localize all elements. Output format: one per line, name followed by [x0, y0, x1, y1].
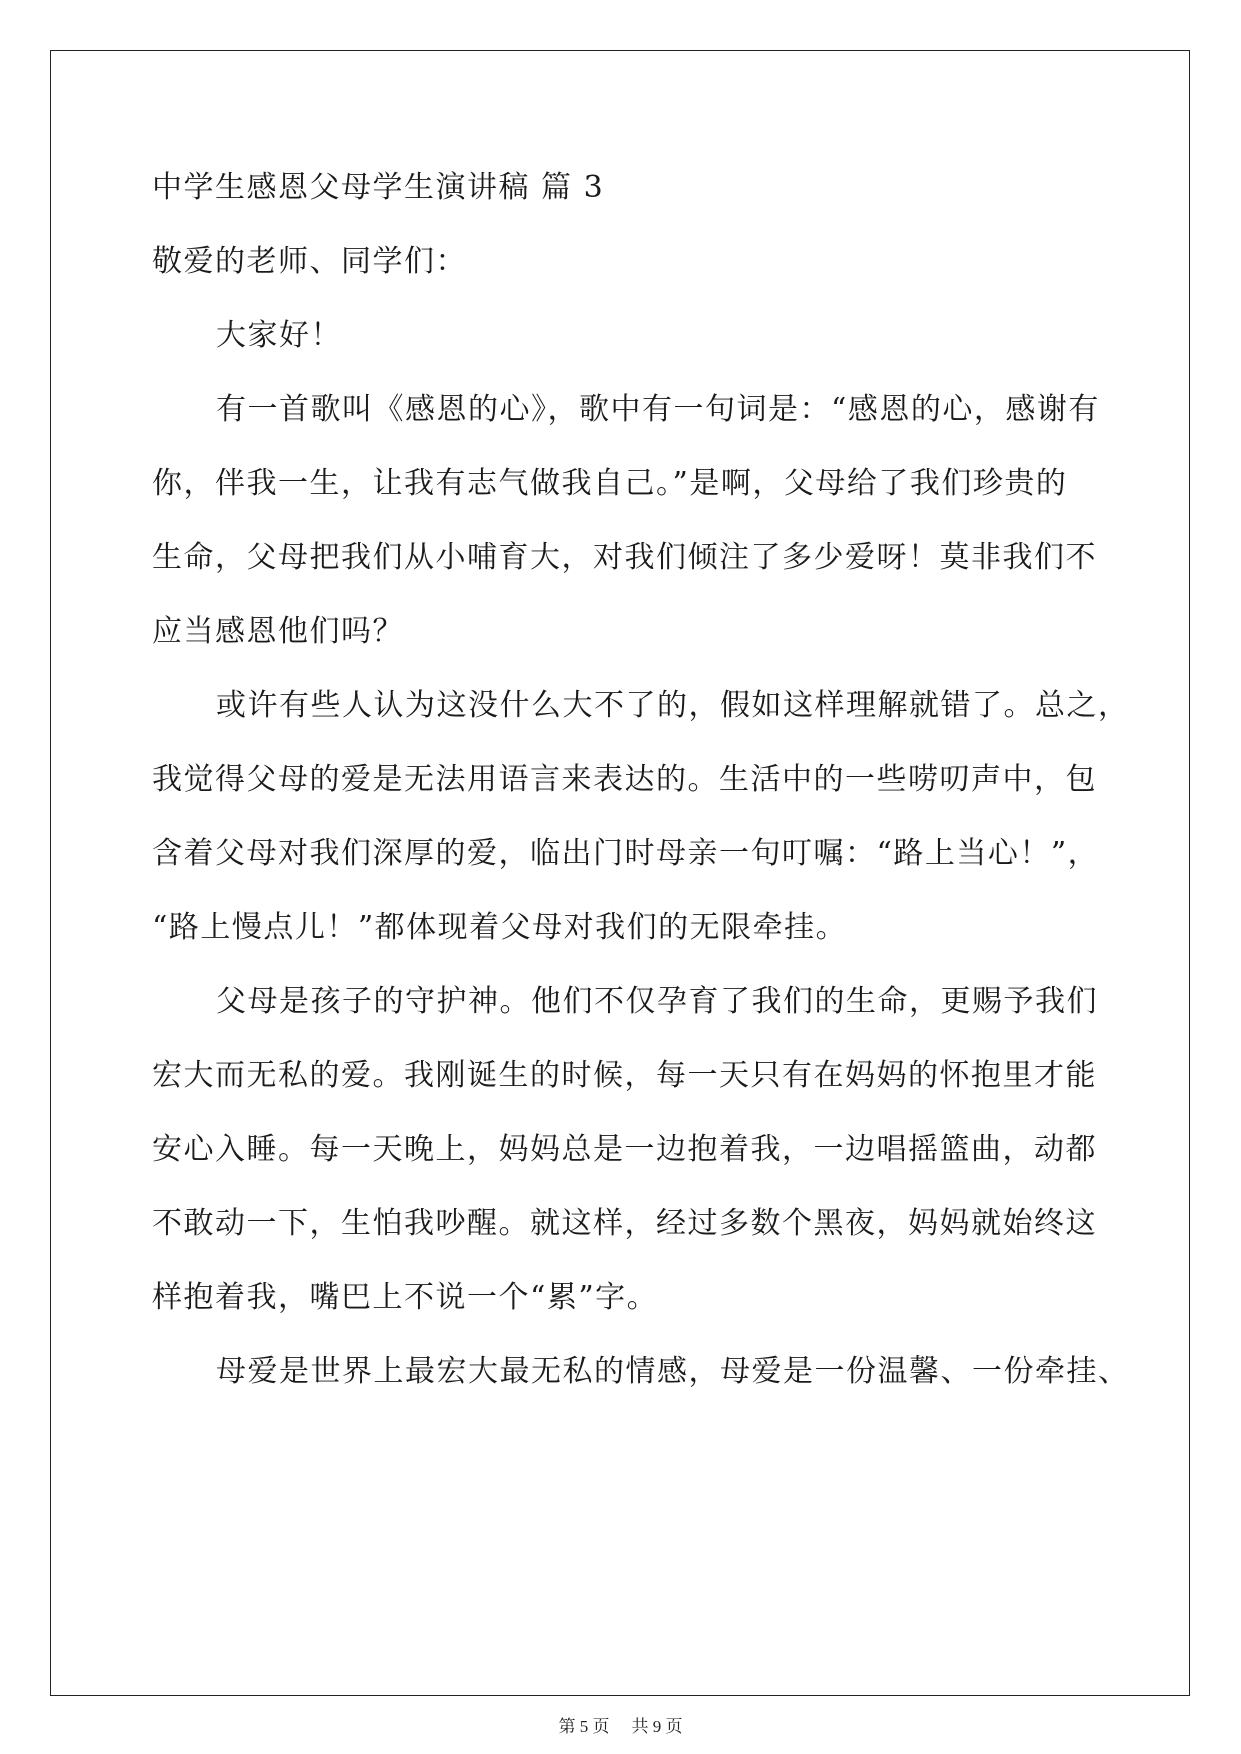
- salutation: 敬爱的老师、同学们：: [152, 244, 467, 279]
- paragraph-line: 或许有些人认为这没什么大不了的，假如这样理解就错了。总之，: [216, 688, 1130, 723]
- page-number: 第 5 页: [558, 1717, 610, 1736]
- paragraph-line: 有一首歌叫《感恩的心》，歌中有一句词是：“感恩的心，感谢有: [216, 392, 1100, 427]
- paragraph-line: 母爱是世界上最宏大最无私的情感，母爱是一份温馨、一份牵挂、: [216, 1354, 1130, 1389]
- paragraph-line: 父母是孩子的守护神。他们不仅孕育了我们的生命，更赐予我们: [216, 984, 1098, 1019]
- paragraph-line: 应当感恩他们吗？: [152, 614, 404, 649]
- paragraph-line: 宏大而无私的爱。我刚诞生的时候，每一天只有在妈妈的怀抱里才能: [152, 1058, 1097, 1093]
- paragraph-line: 我觉得父母的爱是无法用语言来表达的。生活中的一些唠叨声中，包: [152, 762, 1097, 797]
- paragraph-line: 生命，父母把我们从小哺育大，对我们倾注了多少爱呀！莫非我们不: [152, 540, 1097, 575]
- paragraph-line: 你，伴我一生，让我有志气做我自己。”是啊，父母给了我们珍贵的: [152, 466, 1068, 501]
- paragraph-line: 样抱着我，嘴巴上不说一个“累”字。: [152, 1280, 659, 1315]
- document-title: 中学生感恩父母学生演讲稿 篇 3: [152, 170, 605, 205]
- page-border: [50, 50, 1190, 1696]
- page-total: 共 9 页: [631, 1717, 683, 1736]
- paragraph-line: 含着父母对我们深厚的爱，临出门时母亲一句叮嘱：“路上当心！”，: [152, 836, 1100, 871]
- page-footer: [0, 1712, 1241, 1737]
- greeting: 大家好！: [216, 318, 342, 353]
- paragraph-line: “路上慢点儿！”都体现着父母对我们的无限牵挂。: [152, 910, 848, 945]
- paragraph-line: 不敢动一下，生怕我吵醒。就这样，经过多数个黑夜，妈妈就始终这: [152, 1206, 1097, 1241]
- paragraph-line: 安心入睡。每一天晚上，妈妈总是一边抱着我，一边唱摇篮曲，动都: [152, 1132, 1097, 1167]
